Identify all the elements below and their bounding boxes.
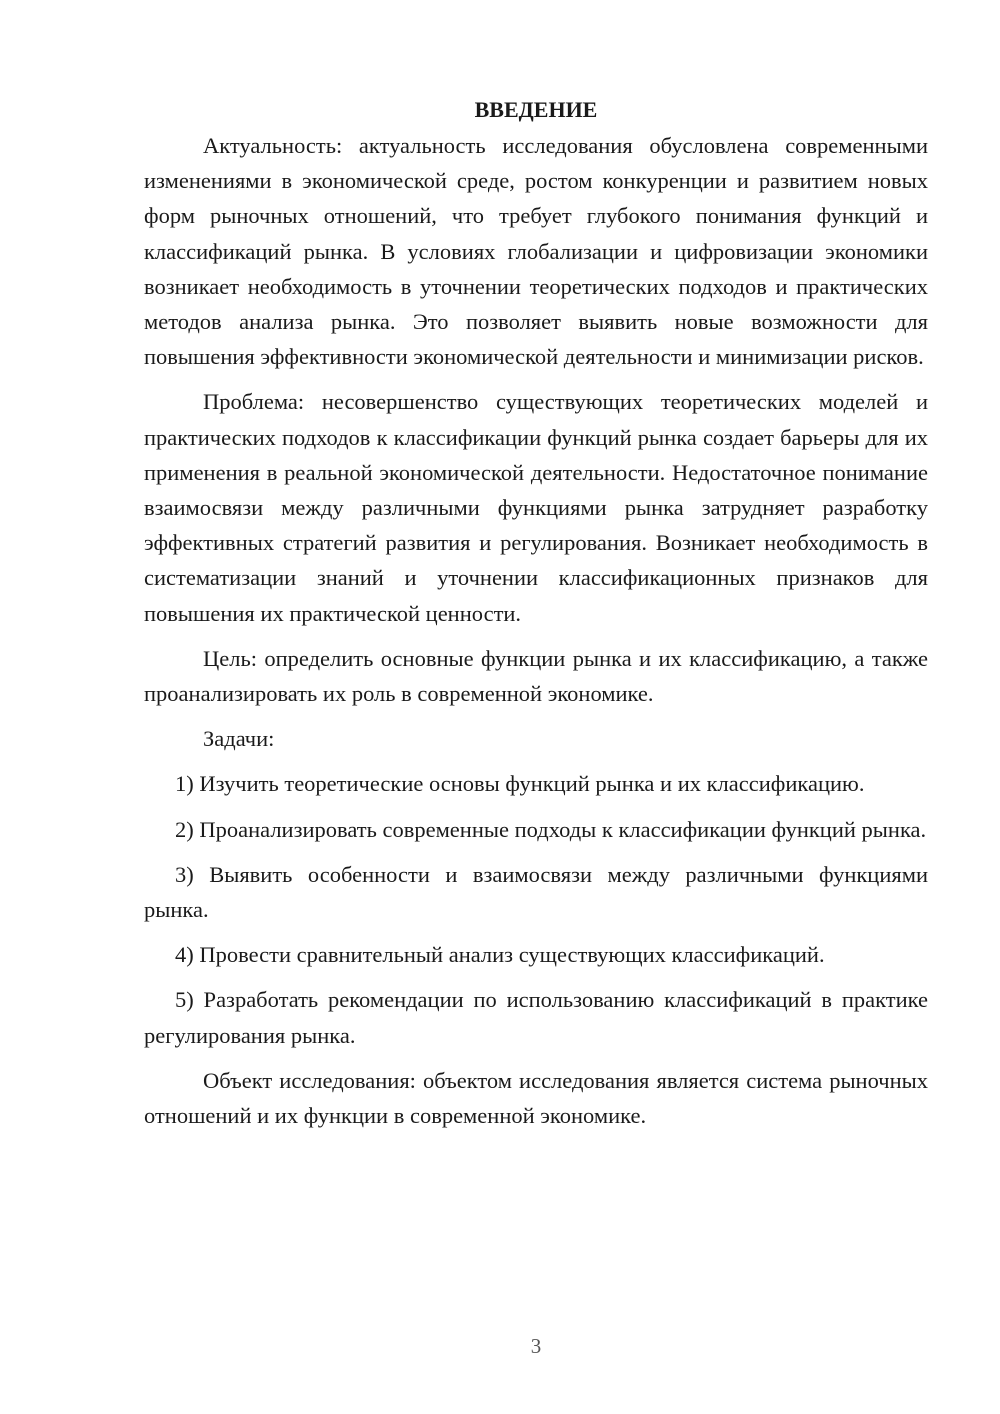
task-item-3: 3) Выявить особенности и взаимосвязи между различными функциями рынка. bbox=[144, 861, 928, 923]
object-paragraph: Объект исследования: объектом исследования является система рыночных отношений и их функции в современной экономике. bbox=[144, 1067, 928, 1129]
relevance-paragraph: Актуальность: актуальность исследования обусловлена современными изменениями в экономической среде, ростом конкуренции и развитием новых форм рыночных отношений, что требует глубокого понимания функций и классификаций рынка. В условиях глобализации и цифровизации экономики возникает необходимость в уточнении теоретических подходов и практических методов анализа рынка. Это позволяет выявить новые возможности для повышения эффективности экономической деятельности и минимизации рисков. bbox=[144, 133, 928, 370]
page-number: 3 bbox=[530, 1334, 542, 1358]
task-item-5: 5) Разработать рекомендации по использованию классификаций в практике регулирования рынка. bbox=[144, 987, 928, 1048]
task-item-4: 4) Провести сравнительный анализ существующих классификаций. bbox=[175, 942, 825, 968]
task-item-2: 2) Проанализировать современные подходы к классификации функций рынка. bbox=[175, 816, 927, 842]
task-item-1: 1) Изучить теоретические основы функций рынка и их классификацию. bbox=[175, 771, 865, 797]
goal-paragraph: Цель: определить основные функции рынка и их классификацию, а также проанализировать их роль в современной экономике. bbox=[144, 645, 928, 707]
section-heading: ВВЕДЕНИЕ bbox=[474, 97, 598, 122]
problem-paragraph: Проблема: несовершенство существующих теоретических моделей и практических подходов к классификации функций рынка создает барьеры для их применения в реальной экономической деятельности. Недостаточное понимание взаимосвязи между различными функциями рынка затрудняет разработку эффективных стратегий развития и регулирования. Возникает необходимость в систематизации знаний и уточнении классификационных признаков для повышения их практической ценности. bbox=[144, 389, 928, 626]
document-body bbox=[144, 92, 928, 1143]
tasks-label: Задачи: bbox=[203, 726, 275, 752]
